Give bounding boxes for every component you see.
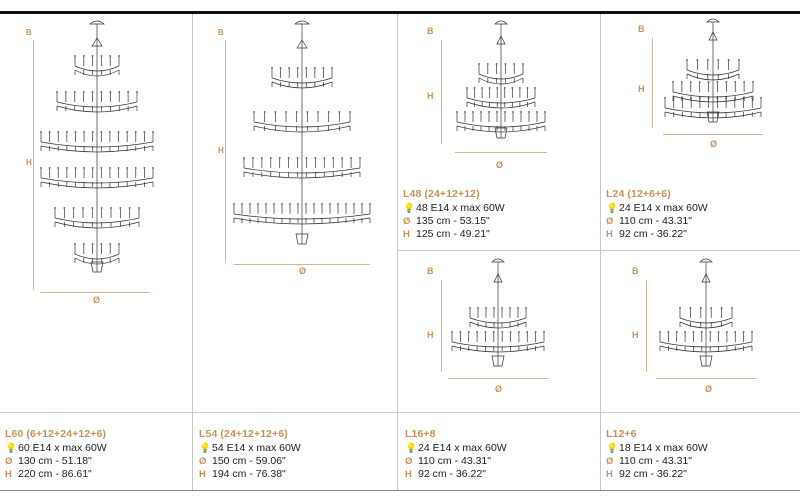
diameter-dimension-line: [234, 264, 370, 265]
bulb-icon: 💡: [403, 203, 415, 214]
dim-diameter-label: Ø: [299, 266, 307, 276]
diameter-icon: Ø: [403, 216, 411, 227]
bulbs-row: [405, 442, 507, 455]
spec-block-l12-6: [606, 428, 708, 481]
bulbs-value: 48 E14 x max 60W: [416, 202, 505, 214]
dim-b-label: B: [26, 28, 32, 37]
model-name: L12+6: [606, 428, 637, 440]
height-dimension-line: [441, 40, 442, 144]
bulbs-row: [5, 442, 107, 455]
height-dimension-line: [225, 40, 226, 262]
height-letter: H: [405, 469, 412, 480]
chandelier-l12-6-drawing: [656, 256, 756, 372]
spec-block-l48: [403, 188, 505, 241]
dim-b-label: B: [632, 266, 639, 276]
diameter-value: 135 cm - 53.15": [416, 215, 490, 227]
height-row: [199, 468, 301, 481]
height-letter: H: [606, 229, 613, 240]
bulb-icon: 💡: [606, 443, 618, 454]
height-row: [606, 228, 708, 241]
diameter-icon: Ø: [199, 456, 207, 467]
diameter-dimension-line: [40, 292, 150, 293]
height-value: 92 cm - 36.22": [619, 468, 687, 480]
diameter-dimension-line: [656, 378, 756, 379]
model-name: L60 (6+12+24+12+6): [5, 428, 107, 440]
height-value: 92 cm - 36.22": [619, 228, 687, 240]
spec-block-l24: [606, 188, 708, 241]
height-row: [403, 228, 505, 241]
bulb-icon: 💡: [199, 443, 211, 454]
height-dimension-line: [33, 40, 34, 290]
model-name: L24 (12+6+6): [606, 188, 671, 200]
dim-diameter-label: Ø: [495, 384, 503, 394]
diameter-icon: Ø: [5, 456, 13, 467]
chandelier-l16-8-drawing: [448, 256, 548, 372]
dim-diameter-label: Ø: [705, 384, 713, 394]
dim-diameter-label: Ø: [710, 139, 718, 149]
model-name: L16+8: [405, 428, 436, 440]
bulb-icon: 💡: [405, 443, 417, 454]
diameter-value: 110 cm - 43.31": [418, 455, 491, 467]
height-value: 125 cm - 49.21": [416, 228, 490, 240]
diameter-dimension-line: [455, 152, 547, 153]
spec-block-l60: [5, 428, 107, 481]
chandelier-l24-drawing: [663, 16, 763, 128]
bulbs-row: [606, 202, 708, 215]
height-letter: H: [403, 229, 410, 240]
dim-h-label: H: [427, 91, 434, 101]
height-row: [5, 468, 107, 481]
height-value: 92 cm - 36.22": [418, 468, 486, 480]
spec-block-l16-8: [405, 428, 507, 481]
bulb-icon: 💡: [5, 443, 17, 454]
bulbs-value: 24 E14 x max 60W: [418, 442, 507, 454]
height-letter: H: [199, 469, 206, 480]
dim-diameter-label: Ø: [93, 295, 101, 305]
bulbs-value: 54 E14 x max 60W: [212, 442, 301, 454]
chandelier-l60-drawing: [38, 18, 156, 280]
chandelier-l54-drawing: [233, 18, 371, 254]
diameter-row: [5, 455, 107, 468]
dim-h-label: H: [638, 84, 645, 94]
diameter-value: 130 cm - 51.18": [18, 455, 92, 467]
bulbs-row: [403, 202, 505, 215]
bulbs-row: [606, 442, 708, 455]
height-dimension-line: [652, 38, 653, 128]
height-letter: H: [5, 469, 12, 480]
dim-h-label: H: [218, 146, 224, 155]
dim-b-label: B: [427, 26, 434, 36]
spec-divider: [0, 412, 800, 413]
dim-b-label: B: [638, 24, 645, 34]
diameter-dimension-line: [663, 134, 763, 135]
diameter-row: [199, 455, 301, 468]
height-dimension-line: [441, 280, 442, 372]
bottom-rule: [0, 490, 800, 491]
dim-b-label: B: [218, 28, 224, 37]
height-dimension-line: [646, 280, 647, 372]
diameter-value: 110 cm - 43.31": [619, 455, 692, 467]
bulbs-row: [199, 442, 301, 455]
diameter-value: 150 cm - 59.06": [212, 455, 286, 467]
spec-block-l54: [199, 428, 301, 481]
diameter-row: [405, 455, 507, 468]
diameter-row: [403, 215, 505, 228]
diameter-icon: Ø: [606, 216, 614, 227]
dim-b-label: B: [427, 266, 434, 276]
diameter-row: [606, 215, 708, 228]
model-name: L54 (24+12+12+6): [199, 428, 288, 440]
height-row: [405, 468, 507, 481]
height-value: 220 cm - 86.61": [18, 468, 92, 480]
height-letter: H: [606, 469, 613, 480]
diameter-icon: Ø: [405, 456, 413, 467]
dim-diameter-label: Ø: [496, 160, 504, 170]
dim-h-label: H: [632, 330, 639, 340]
bulb-icon: 💡: [606, 203, 618, 214]
diameter-dimension-line: [448, 378, 548, 379]
chandelier-l48-drawing: [454, 18, 548, 144]
bulbs-value: 24 E14 x max 60W: [619, 202, 708, 214]
model-name: L48 (24+12+12): [403, 188, 480, 200]
diameter-icon: Ø: [606, 456, 614, 467]
diameter-value: 110 cm - 43.31": [619, 215, 692, 227]
dim-h-label: H: [427, 330, 434, 340]
bulbs-value: 18 E14 x max 60W: [619, 442, 708, 454]
dim-h-label: H: [26, 158, 32, 167]
height-row: [606, 468, 708, 481]
height-value: 194 cm - 76.38": [212, 468, 286, 480]
bulbs-value: 60 E14 x max 60W: [18, 442, 107, 454]
diameter-row: [606, 455, 708, 468]
